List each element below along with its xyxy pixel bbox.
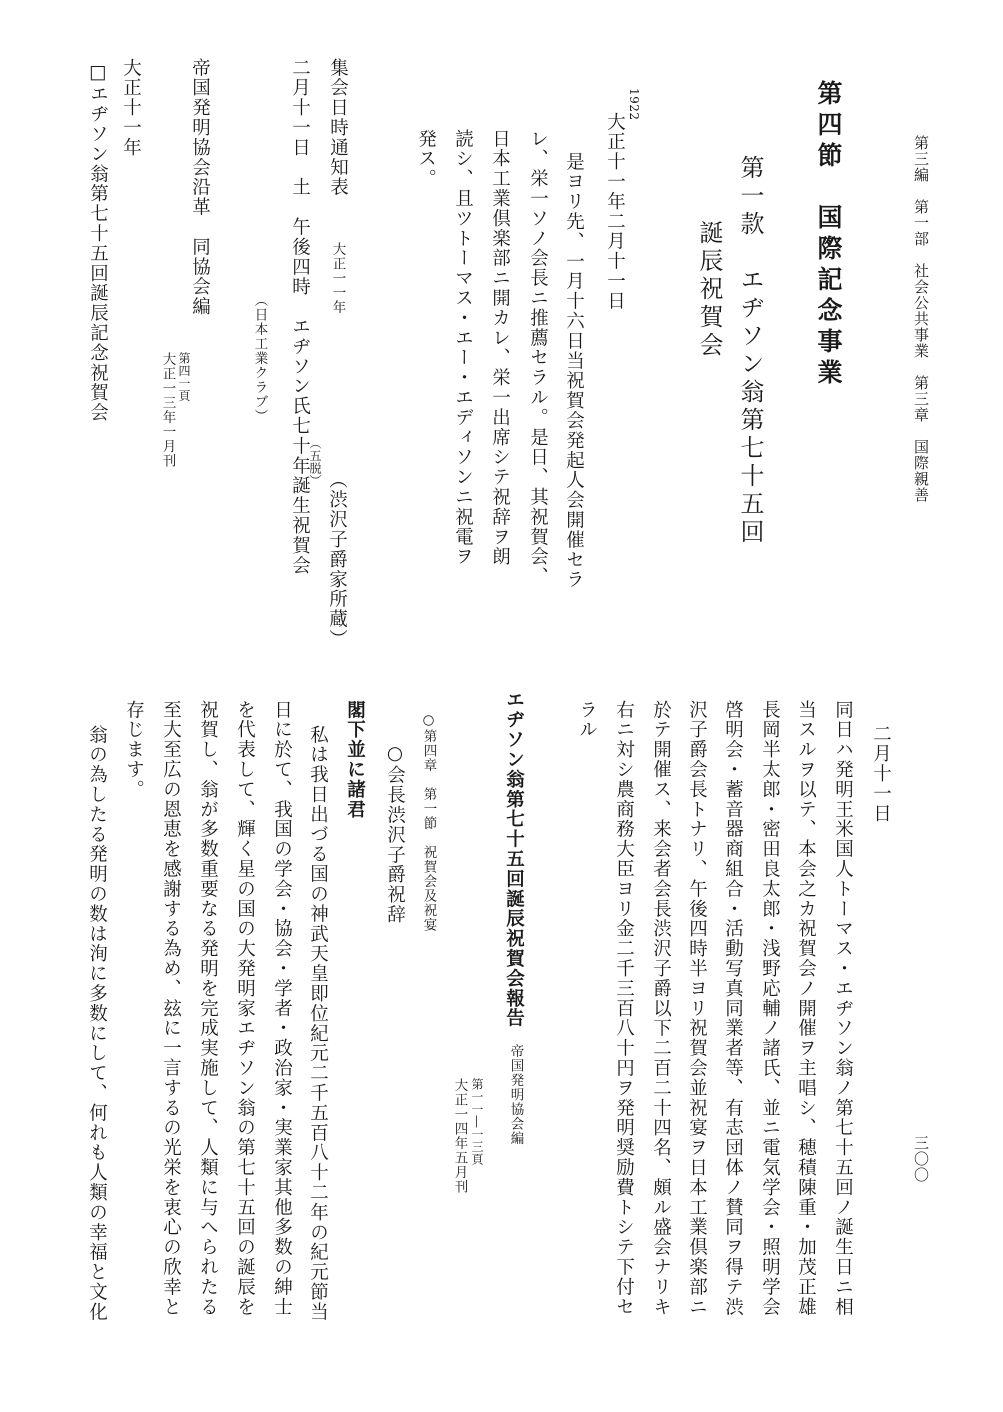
entry-line: 発ス。: [415, 129, 437, 189]
lower-line: 当スルヲ以テ、本会之カ祝賀会ノ開催ヲ主唱シ、穂積陳重・加茂正雄: [795, 700, 817, 1317]
report-ref-pages: 第一一―一三頁: [470, 1078, 484, 1166]
lower-line: 右ニ対シ農商務大臣ヨリ金二千三百八十円ヲ発明奨励費トシテ下付セ: [613, 700, 635, 1317]
history-event-text: エヂソン翁第七十五回誕辰記念祝賀会: [87, 84, 109, 423]
speech-line: 私は我日出づる国の神武天皇即位紀元二千五百八十二年の紀元節当: [307, 725, 329, 1322]
notice-missing-note: （五脱）: [308, 437, 322, 487]
speech-line: を代表して、輝く星の国の大発明家エヂソン翁の第七十五回の誕辰を: [234, 700, 256, 1317]
running-header: 第三編 第一部 社会公共事業 第三章 国際親善: [912, 135, 930, 503]
notice-title: 集会日時通知表: [327, 58, 349, 198]
lower-line: 啓明会・蓄音器商組合・活動写真同業者等、有志団体ノ賛同ヲ得テ渋: [722, 700, 744, 1317]
notice-schedule: 二月十一日 土 午後四時 エヂソン氏七十年誕生祝賀会: [289, 58, 311, 576]
history-ref-pages: 第四一頁: [177, 352, 191, 402]
history-ref-date: 大正一三年一月刊: [159, 352, 176, 468]
entry-date: 大正十一年二月十一日: [604, 112, 626, 311]
history-title: 帝国発明協会沿革 同協会編: [189, 58, 211, 317]
western-year: 1922: [627, 88, 641, 121]
item-title-continued: 誕辰祝賀会: [695, 220, 723, 360]
report-publisher: 帝国発明協会編: [507, 1044, 524, 1146]
speech-line: 存じます。: [123, 700, 145, 800]
speech-line: 至大至広の恩恵を感謝する為め、玆に一言するの光栄を衷心の欣幸と: [160, 700, 182, 1317]
chapter-note: ○第四章 第一節 祝賀会及祝宴: [420, 712, 437, 932]
lower-line: 於テ開催ス、来会者会長渋沢子爵以下二百二十四名、頗ル盛会ナリキ: [650, 700, 672, 1317]
speech-title: ○会長渋沢子爵祝辞: [384, 743, 406, 925]
page-number: 三〇〇: [912, 1135, 930, 1183]
source-note: （渋沢子爵家所蔵）: [326, 470, 348, 650]
speech-address: 閣下並に諸君: [344, 700, 366, 820]
report-title: エヂソン翁第七十五回誕辰祝賀会報告: [503, 690, 525, 1029]
speech-line: 祝賀し、翁が多数重要なる発明を完成実施して、人類に与へられたる: [197, 700, 219, 1317]
section-title: 第四節 国際記念事業: [814, 80, 843, 390]
history-year: 大正十一年: [120, 58, 142, 158]
speech-line: 翁の為したる発明の数は洵に多数にして、何れも人類の幸福と文化: [86, 725, 108, 1322]
history-event: [88, 62, 107, 423]
lower-line: 同日ハ発明王米国人トーマス・エヂソン翁ノ第七十五回ノ誕生日ニ相: [832, 700, 854, 1317]
lower-date: 二月十一日: [870, 724, 892, 824]
lower-line: ラル: [576, 700, 598, 740]
notice-venue: （日本工業クラブ）: [251, 293, 268, 424]
report-ref-date: 大正一四年五月刊: [451, 1078, 468, 1194]
speech-line: 日に於て、我国の学会・協会・学者・政治家・実業家其他多数の紳士: [271, 700, 293, 1317]
entry-line: 読シ、且ツトーマス・エー・エディソンニ祝電ヲ: [452, 129, 474, 567]
lower-line: 沢子爵会長トナリ、午後四時半ヨリ祝賀会並祝宴ヲ日本工業倶楽部ニ: [686, 700, 708, 1317]
lower-line: 長岡半太郎・密田良太郎・浅野応輔ノ諸氏、並ニ電気学会・照明学会: [759, 700, 781, 1317]
entry-line: レ、栄一ソノ会長ニ推薦セラル。是日、其祝賀会、: [527, 129, 549, 587]
notice-era: 大正一一年: [329, 242, 346, 315]
item-title: 第一款 エヂソン翁第七十五回: [736, 155, 764, 547]
box-mark: □: [87, 62, 109, 85]
entry-line: 日本工業倶楽部ニ開カレ、栄一出席シテ祝辞ヲ朗: [489, 129, 511, 567]
entry-line: 是ヨリ先、一月十六日当祝賀会発起人会開催セラ: [563, 152, 585, 590]
